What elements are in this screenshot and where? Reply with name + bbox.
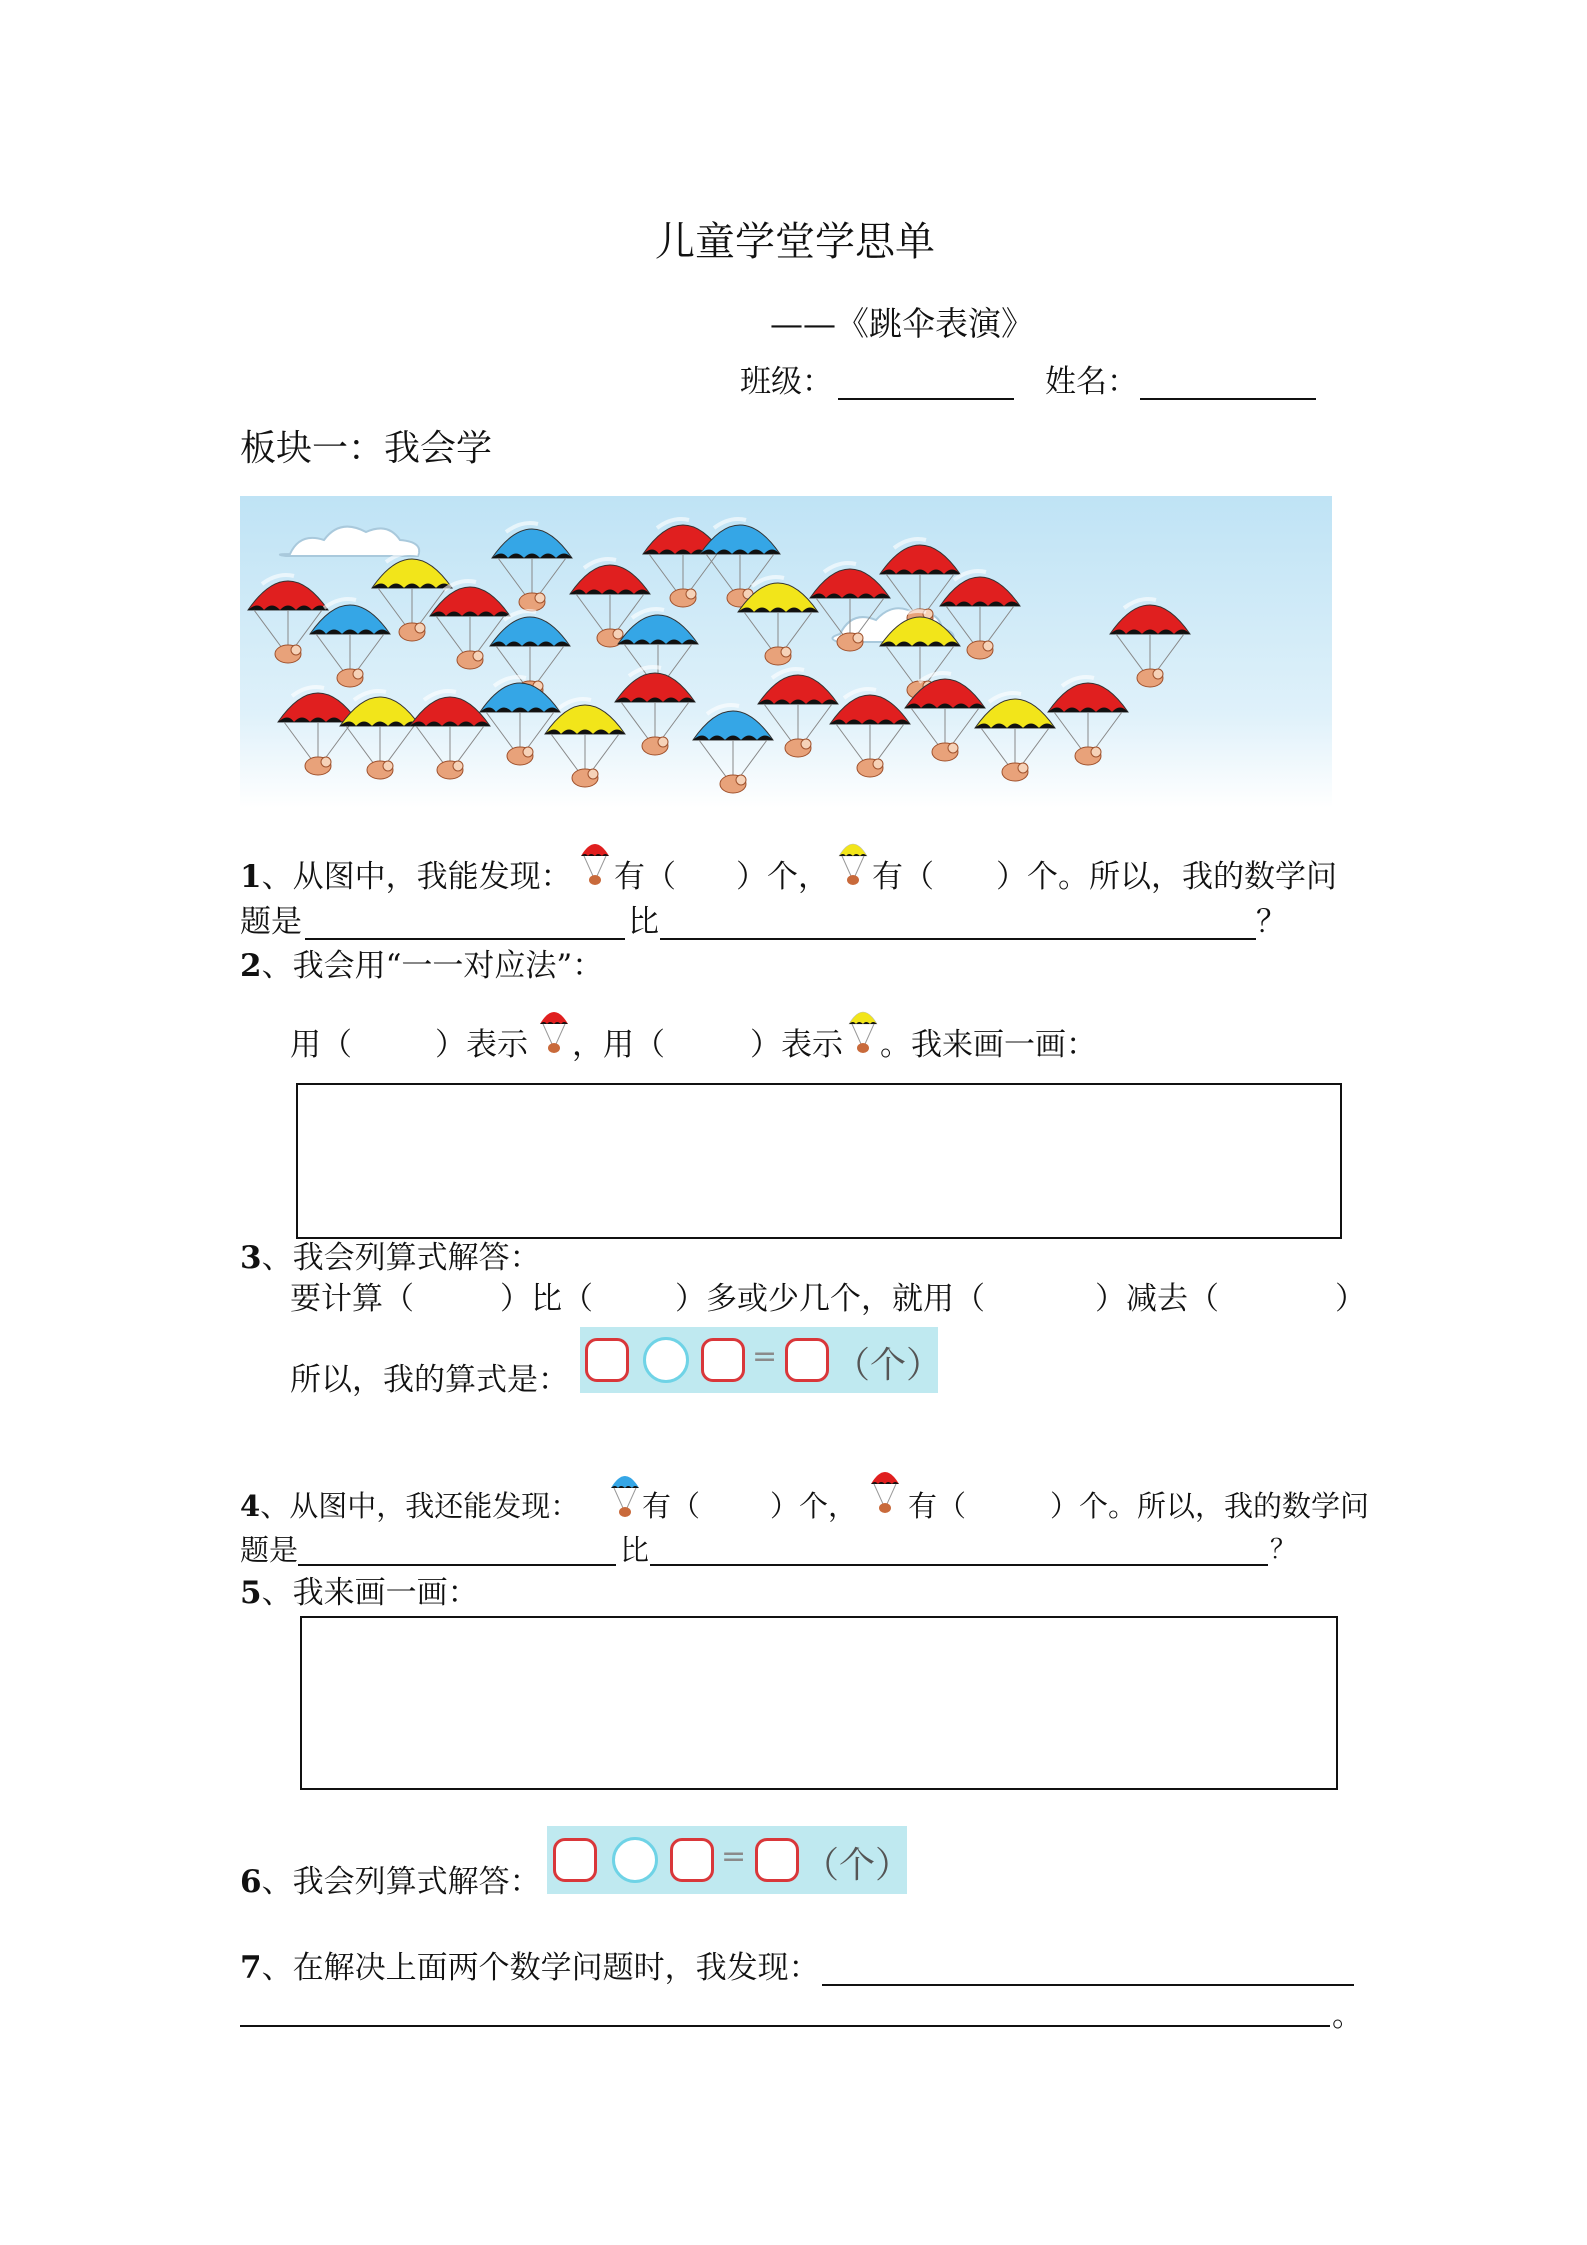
q7-answer-line-1[interactable] (822, 1984, 1354, 1986)
q3-line (240, 1238, 541, 1278)
equation-box[interactable] (670, 1838, 714, 1882)
q3-calc-d: ）减去（ (1095, 1281, 1219, 1317)
q6-equation-frame (547, 1826, 912, 1894)
unit-label: （个） (834, 1345, 943, 1386)
q6-number: 6 (240, 1864, 262, 1900)
unit-label: （个） (803, 1845, 912, 1886)
q1-text: 、从图中，我能发现： (261, 859, 572, 895)
q2-drawing-box[interactable] (296, 1083, 1342, 1239)
q4-ge-b: ）个。所以，我的数学问 (1050, 1489, 1370, 1523)
q4-ge-a: ）个， (770, 1489, 858, 1523)
q4-line2-a: 题是 (240, 1533, 299, 1567)
q4-line2-end: ？ (1270, 1535, 1297, 1565)
red-parachute-icon (578, 836, 612, 890)
q4-has-b: 有（ (908, 1489, 967, 1523)
q2-end: 。我来画一画： (880, 1027, 1097, 1063)
q5-line (240, 1573, 479, 1613)
q5-drawing-box[interactable] (300, 1616, 1338, 1790)
q1-number: 1 (240, 859, 262, 895)
q5-text: 、我来画一画： (261, 1575, 479, 1611)
q3-calc-a: 要计算（ (290, 1281, 414, 1317)
q7-answer-line-2[interactable] (240, 2025, 1330, 2027)
q3-equation-frame (580, 1327, 943, 1393)
red-parachute-icon (868, 1464, 902, 1518)
q1-line2-b: 比 (628, 904, 659, 940)
q3-number: 3 (240, 1240, 262, 1276)
class-label: 班级： (740, 364, 833, 400)
equals-sign: = (752, 1339, 778, 1374)
q6-line (240, 1862, 541, 1902)
result-box[interactable] (785, 1338, 829, 1382)
q4-has-a: 有（ (642, 1489, 701, 1523)
q2-rep-a: ）表示 (435, 1027, 528, 1063)
q5-number: 5 (240, 1575, 262, 1611)
q4-answer-line-1[interactable] (298, 1564, 616, 1566)
yellow-parachute-icon (846, 1004, 880, 1058)
q3-formula-label: 所以，我的算式是： (290, 1362, 569, 1398)
name-input-line[interactable] (1140, 398, 1316, 400)
equation-box[interactable] (553, 1838, 597, 1882)
q1-ge-a: ）个， (736, 859, 829, 895)
q4-text: 、从图中，我还能发现： (260, 1489, 580, 1523)
name-label: 姓名： (1045, 364, 1138, 400)
q7-text: 、在解决上面两个数学问题时，我发现： (261, 1950, 820, 1986)
q4-line1 (240, 1486, 579, 1526)
q1-answer-line-1[interactable] (305, 938, 625, 940)
q1-line1 (240, 857, 572, 897)
operator-circle[interactable] (643, 1337, 689, 1383)
class-input-line[interactable] (838, 398, 1014, 400)
q4-number: 4 (240, 1489, 261, 1523)
q1-has-b: 有（ (872, 859, 934, 895)
q3-calc-b: ）比（ (500, 1281, 593, 1317)
q7-number: 7 (240, 1950, 262, 1986)
q2-text: 、我会用“一一对应法”： (261, 948, 604, 984)
q2-line (240, 946, 603, 986)
q1-answer-line-2[interactable] (660, 938, 1256, 940)
equation-box[interactable] (585, 1338, 629, 1382)
q2-use-b: ，用（ (572, 1027, 665, 1063)
red-parachute-icon (537, 1004, 571, 1058)
q1-has-a: 有（ (614, 859, 676, 895)
yellow-parachute-icon (836, 836, 870, 890)
q6-text: 、我会列算式解答： (261, 1864, 541, 1900)
blue-parachute-icon (608, 1468, 642, 1522)
q7-end: 。 (1332, 1998, 1363, 2034)
q4-answer-line-2[interactable] (650, 1564, 1268, 1566)
worksheet-title: 儿童学堂学思单 (655, 219, 935, 265)
q7-line (240, 1948, 820, 1988)
parachute-scene (240, 496, 1332, 808)
worksheet-subtitle: ——《跳伞表演》 (770, 304, 1034, 343)
q3-calc-e: ） (1335, 1281, 1366, 1317)
q1-ge-b: ）个。所以，我的数学问 (996, 859, 1337, 895)
q2-number: 2 (240, 948, 262, 984)
q2-use-a: 用（ (290, 1027, 352, 1063)
operator-circle[interactable] (612, 1837, 658, 1883)
equals-sign: = (721, 1839, 747, 1874)
q4-line2-b: 比 (620, 1533, 650, 1567)
q3-calc-c: ）多或少几个，就用（ (675, 1281, 985, 1317)
q1-line2-end: ？ (1256, 904, 1287, 940)
q2-rep-b: ）表示 (750, 1027, 843, 1063)
q3-text: 、我会列算式解答： (261, 1240, 541, 1276)
section-heading: 板块一：我会学 (240, 428, 493, 469)
equation-box[interactable] (701, 1338, 745, 1382)
q1-line2-a: 题是 (240, 904, 302, 940)
result-box[interactable] (755, 1838, 799, 1882)
